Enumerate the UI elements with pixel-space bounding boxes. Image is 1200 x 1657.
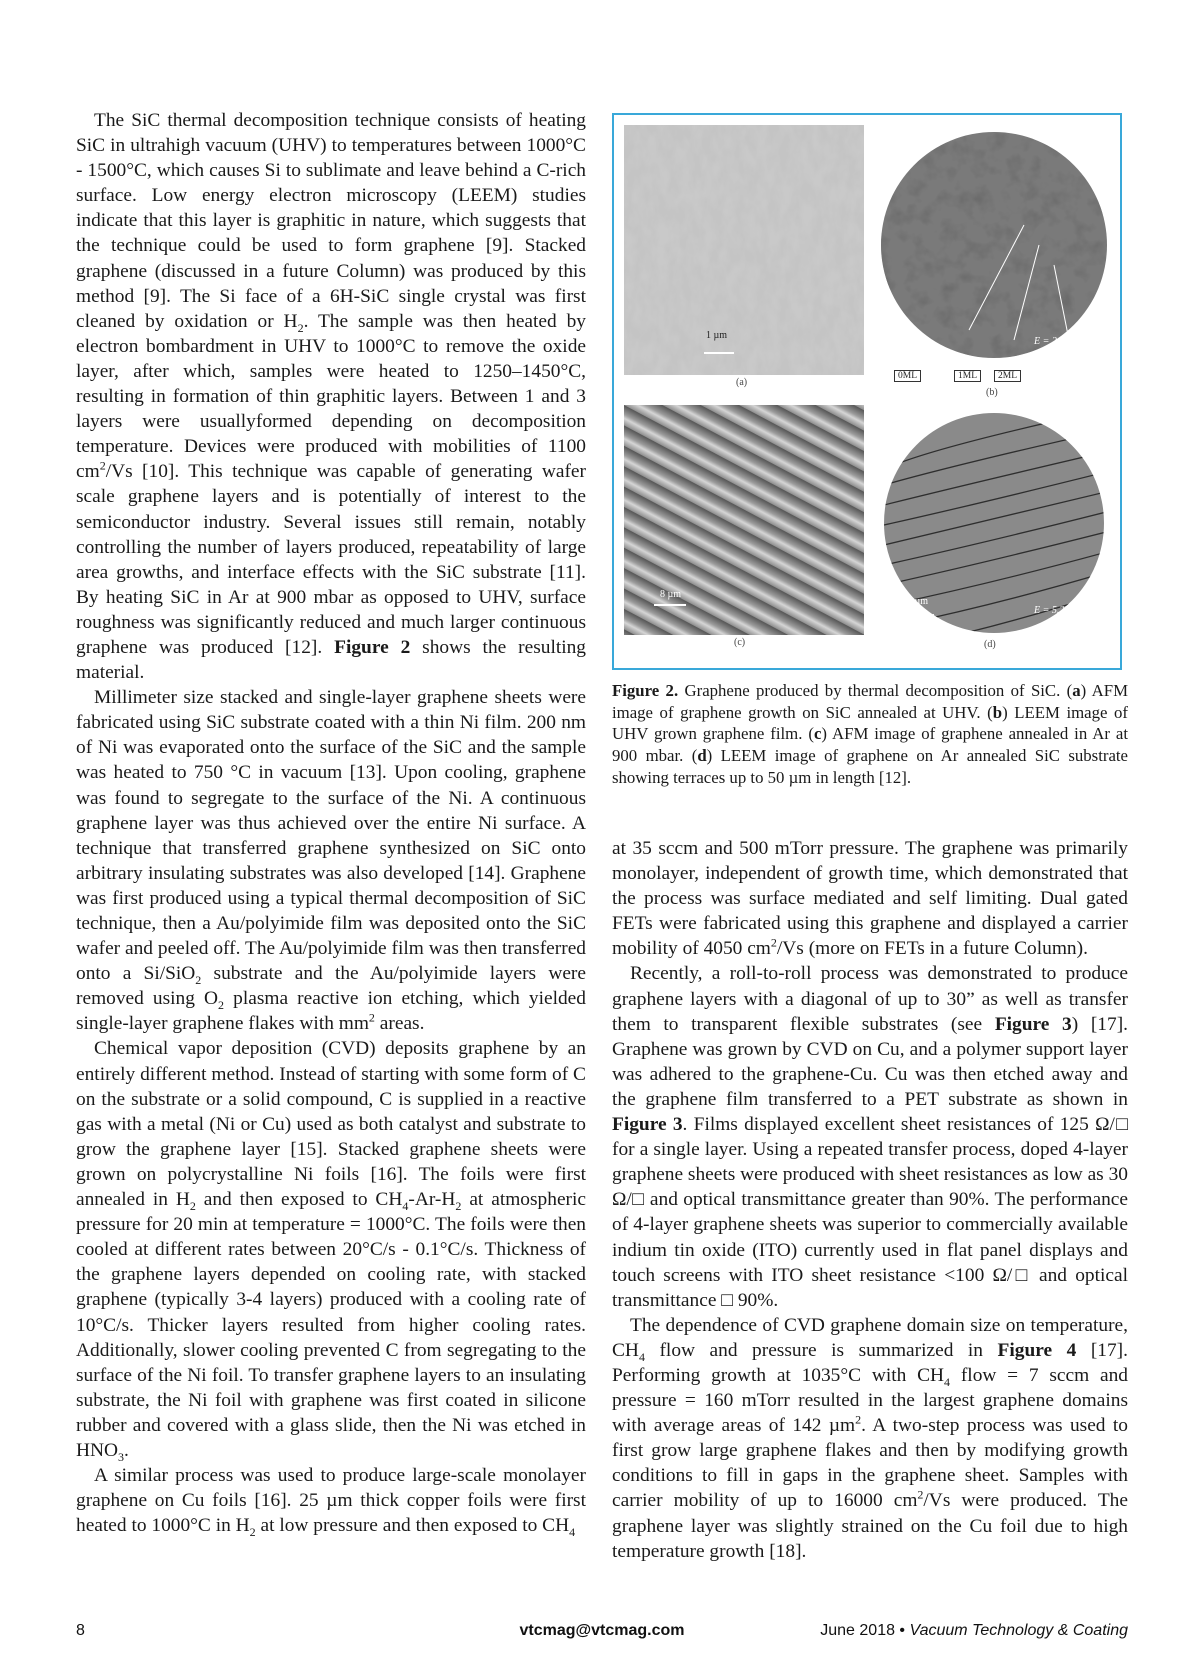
text-run: /Vs (more on FETs in a future Column). [776,938,1088,960]
issue-info [820,1622,1128,1640]
text-run: at 35 sccm and 500 mTorr pressure. The graphene was primarily monolayer, independent of growth time, which demonstrated that the process was surface mediated and self limiting. Dual gated FETs were fabricated using this graphene and displayed a carrier mobility of 4050 cm [612,838,1128,960]
text-run: at atmospheric pressure for 20 min at temperature = 1000°C. The foils were then cooled at different rates between 20°C/s - 0.1°C/s. Thickness of the graphene layers depended on cooling rate, with stacked graphene (typically 3-4 layers) produced with a cooling rate of 10°C/s. Thicker layers resulted from higher cooling rates. Additionally, slower cooling prevented C from segregating to the surface of the Ni foil. To transfer graphene layers to an insulating substrate, the Ni foil with graphene was first coated in silicone rubber and covered with a glass slide, then the Ni was etched in HNO [76,1189,586,1461]
label-2ml: 2ML [994,370,1021,382]
right-column [612,836,1128,1564]
superscript: 2 [855,1412,862,1427]
paragraph [76,108,586,685]
text-run: /Vs [10]. This technique was capable of generating wafer scale graphene layers and is potentially of interest to the semiconductor industry. Several issues still remain, notably controlling the number of layers produced, repeatability of large area growths, and interface effects with the SiC substrate [11]. By heating SiC in Ar at 900 mbar as opposed to UHV, surface roughness was significantly reduced and much larger continuous graphene was produced [12]. [76,461,586,658]
text-run: and then exposed to CH [195,1189,403,1211]
paragraph [76,1463,586,1538]
subscript: 2 [218,998,225,1013]
subscript: 2 [189,1198,196,1213]
subscript: 3 [118,1449,125,1464]
superscript: 2 [770,935,777,950]
panel-label-d: (d) [984,639,996,650]
caption-text: ) AFM image of graphene growth on SiC annealed at UHV. ( [612,681,1129,722]
text-run: flow = 7 sccm and pressure = 160 mTorr resulted in the largest graphene domains with average areas of 142 µm [612,1364,1128,1437]
text-run: areas. [374,1013,425,1035]
text-run: . Films displayed excellent sheet resistances of 125 Ω/□ for a single layer. Using a repeated transfer process, doped 4-layer graphene sheets were produced with sheet resistances as low as 30 Ω/□ and optical transmittance greater than 90%. The performance of 4-layer graphene sheets was superior to commercially available indium tin oxide (ITO) currently used in flat panel displays and touch screens with ITO sheet resistance <100 Ω/□ and optical transmittance □ 90%. [612,1114,1128,1311]
caption-letter: b [992,702,1003,722]
caption-letter: c [813,724,822,744]
panel-b-leem-image [874,125,1114,398]
superscript: 2 [99,458,106,473]
page-footer [76,1622,1128,1646]
text-run: /Vs were produced. The graphene layer was slightly strained on the Cu foil due to high temperature growth [18]. [612,1490,1128,1562]
paragraph [76,1036,586,1463]
subscript: 2 [195,973,202,988]
caption-text: ) LEEM image of UHV grown graphene film. ( [612,702,1128,744]
text-run: The SiC thermal decomposition technique consists of heating SiC in ultrahigh vacuum (UHV) to temperatures between 1000°C - 1500°C, which causes Si to sublimate and leave behind a C-rich surface. Low energy electron microscopy (LEEM) studies indicate that this layer is graphitic in nature, which suggests that the technique could be used to form graphene [9]. Stacked graphene (discussed in a future Column) was produced by this method [9]. The Si face of a 6H-SiC single crystal was first cleaned by oxidation or H [76,110,586,332]
subscript: 2 [249,1525,256,1540]
text-run: plasma reactive ion etching, which yielded single-layer graphene flakes with mm [76,988,586,1035]
subscript: 2 [297,320,304,335]
text-run: Recently, a roll-to-roll process was demonstrated to produce graphene layers with a diagonal of up to 30” as well as transfer them to transparent flexible substrates (see [612,963,1128,1035]
caption-text: ) AFM image of graphene annealed in Ar at 900 mbar. ( [612,724,1128,766]
caption-text: ) LEEM image of graphene on Ar annealed SiC substrate showing terraces up to 50 µm in length [12]. [612,746,1128,787]
figure-reference: Figure 4 [997,1339,1077,1361]
superscript: 2 [368,1010,375,1025]
page-number: 8 [76,1622,85,1639]
energy-label-d: E = 5.2 eV [1034,605,1078,616]
text-run: at low pressure and then exposed to CH [255,1515,570,1537]
paragraph [612,836,1128,961]
scale-label-d: 10 µm [902,596,929,607]
figure-reference: Figure 3 [612,1114,683,1136]
text-run: substrate and the Au/polyimide layers were removed using O [76,963,586,1010]
text-run: . A two-step process was used to first grow large graphene flakes and then by modifying growth conditions to fill in gaps in the graphene sheet. Samples with carrier mobility of up to 16000 cm [612,1415,1128,1512]
caption-letter: d [697,746,707,766]
figure-caption [612,680,1128,789]
subscript: 4 [569,1525,576,1540]
paragraph [612,1313,1128,1564]
leem-image-b [874,125,1114,365]
figure-2 [612,113,1122,670]
footer-email-link[interactable]: vtcmag@vtcmag.com [519,1622,685,1639]
issue-date: June 2018 • [820,1622,910,1639]
scale-label-a: 1 µm [706,330,728,341]
subscript: 4 [638,1349,645,1364]
afm-image-c [624,405,864,635]
text-run: [17]. Performing growth at 1035°C with CH [612,1339,1128,1386]
energy-label-b: E = 2.9 eV [1034,336,1078,347]
panel-label-b: (b) [986,387,998,398]
paragraph [76,685,586,1036]
scale-label-b: 1 µm [886,332,908,343]
text-run: -Ar-H [408,1189,456,1211]
text-run: shows the resulting material. [76,636,587,684]
text-run: . The sample was then heated by electron bombardment in UHV to 1000°C to remove the oxide layer, after which, samples were heated to 1250–1450°C, resulting in formation of thin graphitic layers. Between 1 and 3 layers were usuallyformed depending on decomposition temperature. Devices were produced with mobilities of 1100 cm [76,310,587,483]
figure-reference: Figure 3 [994,1013,1072,1035]
superscript: 2 [917,1487,924,1502]
afm-image-a [624,125,864,375]
label-1ml: 1ML [954,370,981,382]
left-column [76,108,586,1538]
panel-c-afm-image [624,405,864,655]
magazine-name: Vacuum Technology & Coating [909,1622,1128,1639]
caption-label: Figure 2. [612,681,679,700]
caption-letter: a [1072,681,1081,700]
paragraph [612,961,1128,1312]
label-0ml: 0ML [894,370,921,382]
text-run: flow and pressure is summarized in [644,1339,998,1361]
text-run: . [124,1439,129,1461]
text-run: The dependence of CVD graphene domain size on temperature, CH [612,1314,1128,1361]
panel-a-afm-image [624,125,864,390]
caption-text: Graphene produced by thermal decomposition of SiC. ( [678,681,1073,700]
subscript: 4 [944,1374,951,1389]
text-run: Chemical vapor deposition (CVD) deposits graphene by an entirely different method. Instead of starting with some form of C on the substrate or a solid compound, C is supplied in a reactive gas with a metal (Ni or Cu) used as both catalyst and substrate to grow the graphene layer [15]. Stacked graphene sheets were grown on polycrystalline Ni foils [16]. The foils were first annealed in H [76,1038,586,1211]
text-run: A similar process was used to produce large-scale monolayer graphene on Cu foils [16]. 25 µm thick copper foils were first heated to 1000°C in H [76,1465,586,1537]
panel-label-c: (c) [734,637,746,648]
text-run: ) [17]. Graphene was grown by CVD on Cu, and a polymer support layer was adhered to the graphene-Cu. Cu was then etched away and the graphene film transferred to a PET substrate as shown in [612,1013,1128,1110]
figure-reference: Figure 2 [334,636,411,658]
panel-label-a: (a) [736,377,748,388]
text-run: Millimeter size stacked and single-layer graphene sheets were fabricated using SiC substrate coated with a thin Ni film. 200 nm of Ni was evaporated onto the surface of the SiC and the sample was heated to 750 °C in vacuum [13]. Upon cooling, graphene was found to segregate to the surface of the Ni. A continuous graphene layer was thus achieved over the entire Ni surface. A technique that transferred graphene synthesized on SiC onto arbitrary insulating substrates was also developed [14]. Graphene was first produced using a typical thermal decomposition of SiC technique, then a Au/polyimide film was deposited onto the SiC wafer and peeled off. The Au/polyimide film was then transferred onto a Si/SiO [76,687,586,985]
scale-label-c: 8 µm [660,589,682,600]
subscript: 4 [402,1198,409,1213]
panel-d-leem-image [874,405,1114,655]
subscript: 2 [455,1198,462,1213]
